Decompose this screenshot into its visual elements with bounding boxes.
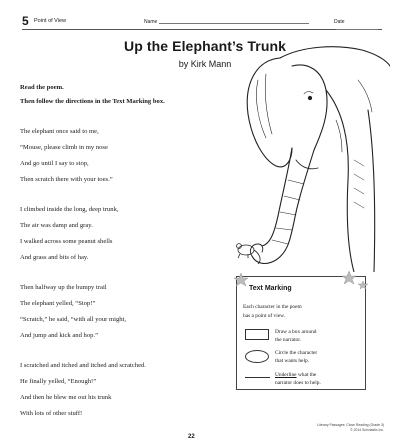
- instruction-line: Circle the character: [275, 350, 318, 356]
- credit-line: Literary Passages: Close Reading (Grade 3): [317, 423, 384, 427]
- underline-instruction: [275, 371, 361, 387]
- lesson-number: 5: [22, 14, 29, 28]
- poem-title: Up the Elephant’s Trunk: [123, 38, 287, 54]
- name-field[interactable]: [144, 19, 309, 25]
- page-number: 22: [188, 434, 195, 440]
- instruction-line: [275, 371, 361, 379]
- instruction-2: Then follow the directions in the Text Marking box.: [20, 98, 165, 105]
- poem-line: With lots of other stuff!: [20, 410, 83, 417]
- instruction-line: that wants help.: [275, 358, 309, 364]
- text-marking-intro: [243, 303, 329, 321]
- name-line[interactable]: [159, 23, 309, 24]
- poem-line: I walked across some peanut shells: [20, 238, 113, 245]
- poem-line: And jump and kick and hop.”: [20, 332, 99, 339]
- poem-line: And go until I say to stop,: [20, 160, 89, 167]
- intro-line: has a point of view.: [243, 313, 286, 319]
- date-field[interactable]: [334, 19, 382, 31]
- instruction-rest: what the: [296, 372, 317, 378]
- poem-line: Then halfway up the bumpy trail: [20, 284, 107, 291]
- instruction-line: Draw a box around: [275, 329, 317, 335]
- underline-symbol-icon: [245, 377, 270, 378]
- poem-line: “Mouse, please climb in my nose: [20, 144, 108, 151]
- box-symbol-icon: [245, 329, 269, 340]
- poem-line: “Scratch,” he said, “with all your might,: [20, 316, 127, 323]
- credit-line: © 2014 Scholastic Inc.: [350, 428, 384, 432]
- name-label: Name: [144, 19, 158, 25]
- text-marking-title: Text Marking: [249, 285, 292, 292]
- intro-line: Each character in the poem: [243, 304, 302, 310]
- underline-word: Underline: [275, 372, 297, 378]
- poem-line: The elephant once said to me,: [20, 128, 99, 135]
- poem-line: I scratched and itched and itched and scratched.: [20, 362, 146, 369]
- poem-line: And then he blew me out his trunk: [20, 394, 112, 401]
- poem-line: I climbed inside the long, deep trunk,: [20, 206, 119, 213]
- date-label: Date: [334, 19, 345, 25]
- lesson-label: Point of View: [34, 18, 67, 24]
- instruction-1: Read the poem.: [20, 84, 64, 91]
- poem-author: by Kirk Mann: [178, 59, 232, 69]
- instruction-line: narrator does to help.: [275, 380, 321, 386]
- circle-instruction: [275, 349, 361, 365]
- box-instruction: [275, 328, 361, 344]
- poem-line: He finally yelled, “Enough!”: [20, 378, 97, 385]
- poem-line: The elephant yelled, “Stop!”: [20, 300, 96, 307]
- footer-credit: [292, 423, 384, 433]
- instruction-line: the narrator.: [275, 337, 302, 343]
- page-header: [22, 14, 382, 30]
- poem-line: The air was damp and gray.: [20, 222, 93, 229]
- poem-line: And grass and bits of hay.: [20, 254, 89, 261]
- poem-line: Then scratch there with your toes.”: [20, 176, 113, 183]
- circle-symbol-icon: [245, 350, 269, 363]
- date-line[interactable]: [336, 29, 378, 30]
- elephant-illustration: [218, 40, 390, 272]
- text-marking-box: [236, 276, 366, 390]
